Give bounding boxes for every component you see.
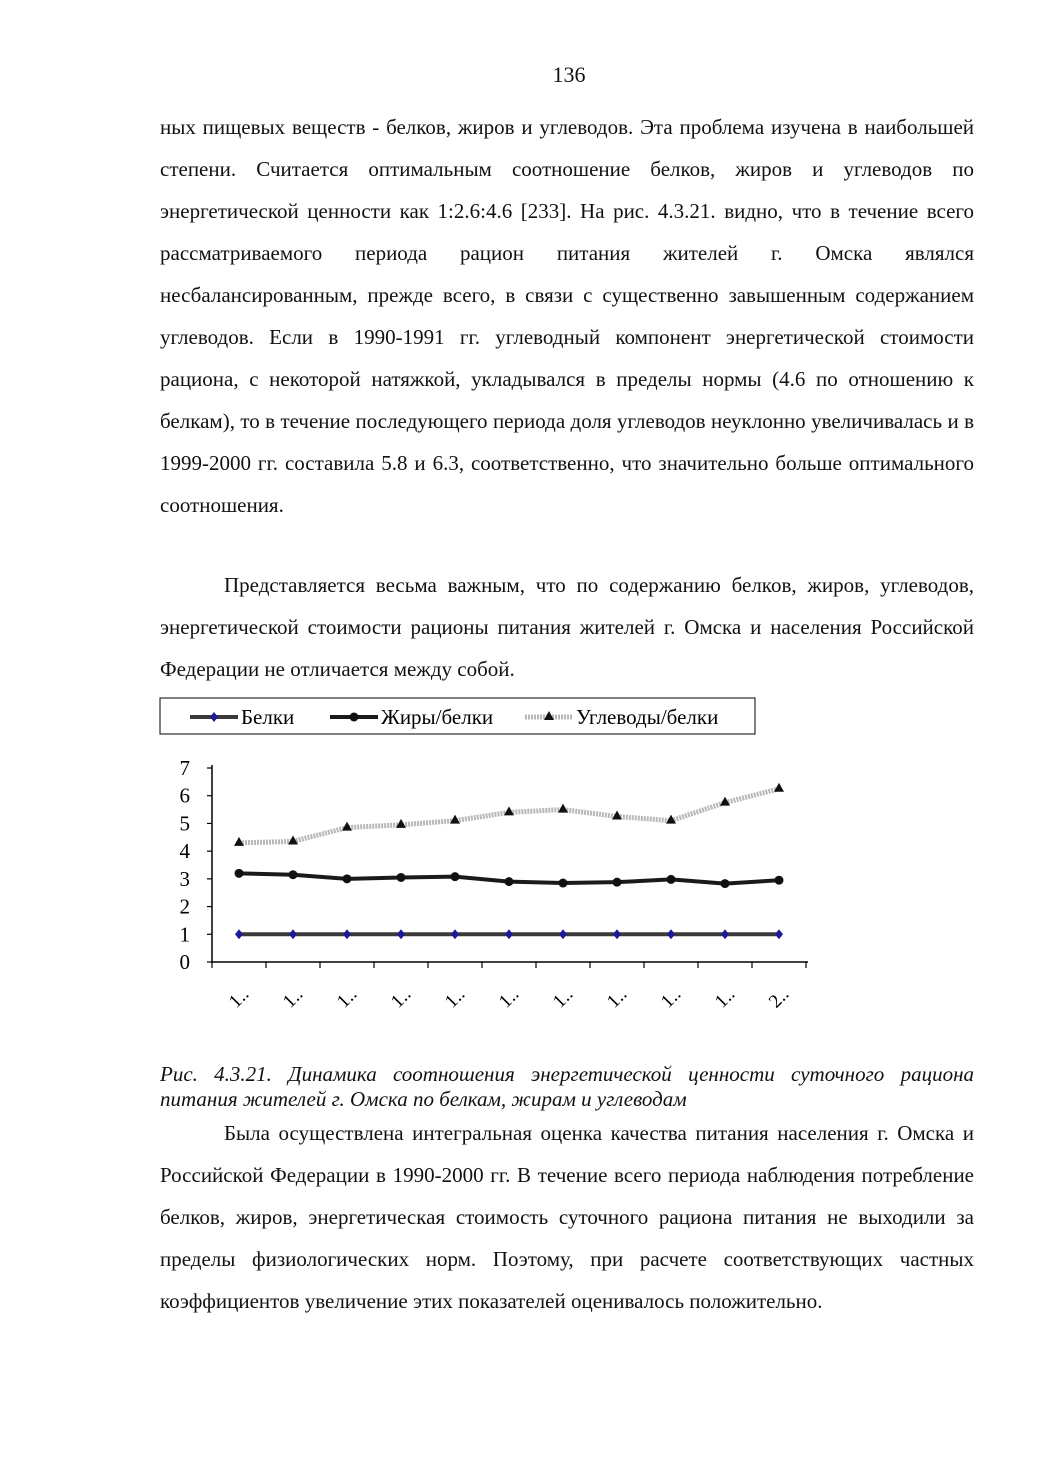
x-tick-label: 1.. <box>710 983 740 1013</box>
y-tick-label: 4 <box>179 839 190 864</box>
y-tick-label: 7 <box>179 756 190 780</box>
x-tick-label: 1.. <box>602 983 632 1013</box>
data-point <box>775 876 784 885</box>
data-point <box>505 877 514 886</box>
legend-marker <box>350 713 359 722</box>
paragraph-1: ных пищевых веществ - белков, жиров и углеводов. Эта проблема изучена в наибольшей степени. Считается оптимальным соотношение белков, жиров и углеводов по энергетической ценности как 1:2.6:4.6 [233]. На рис. 4.3.21. видно, что в течение всего рассматриваемого периода рацион питания жителей г. Омска являлся несбалансированным, прежде всего, в связи с существенно завышенным содержанием углеводов. Если в 1990-1991 гг. углеводный компонент энергетической стоимости рациона, с некоторой натяжкой, укладывался в пределы нормы (4.6 по отношению к белкам), то в течение последующего периода доля углеводов неуклонно увеличивалась и в 1999-2000 гг. составила 5.8 и 6.3, соответственно, что значительно больше оптимального соотношения. <box>160 115 974 517</box>
data-point <box>559 929 567 939</box>
x-tick-label: 1.. <box>494 983 524 1013</box>
x-tick-label: 1.. <box>386 983 416 1013</box>
data-point <box>721 929 729 939</box>
data-point <box>613 878 622 887</box>
x-tick-label: 1.. <box>332 983 362 1013</box>
y-ticks <box>180 756 213 974</box>
ratio-line-chart <box>150 690 830 1050</box>
y-tick-label: 0 <box>179 950 190 974</box>
x-tick-label: 1.. <box>656 983 686 1013</box>
data-point <box>397 929 405 939</box>
series-3 <box>234 783 784 846</box>
paragraph-3: Была осуществлена интегральная оценка качества питания населения г. Омска и Российской Федерации в 1990-2000 гг. В течение всего периода наблюдения потребление белков, жиров, энергетическая стоимость суточного рациона питания не выходили за пределы физиологических норм. Поэтому, при расчете соответствующих частных коэффициентов увеличение этих показателей оценивалось положительно. <box>160 1121 974 1313</box>
legend <box>190 705 718 729</box>
data-point <box>343 874 352 883</box>
data-point <box>667 929 675 939</box>
legend-label: Углеводы/белки <box>576 705 719 729</box>
x-tick-label: 1.. <box>278 983 308 1013</box>
data-point <box>235 869 244 878</box>
data-point <box>667 875 676 884</box>
page-number: 136 <box>552 62 586 87</box>
legend-label: Белки <box>241 705 295 729</box>
legend-label: Жиры/белки <box>381 705 494 729</box>
paragraph-2: Представляется весьма важным, что по содержанию белков, жиров, углеводов, энергетической стоимости рационы питания жителей г. Омска и населения Российской Федерации не отличается между собой. <box>160 573 974 681</box>
y-tick-label: 5 <box>179 811 190 836</box>
series-1 <box>235 929 783 939</box>
data-point <box>451 929 459 939</box>
y-tick-label: 6 <box>179 783 190 808</box>
data-point <box>559 879 568 888</box>
series-group <box>234 783 784 940</box>
data-point <box>343 929 351 939</box>
x-tick-label: 2.. <box>764 983 794 1013</box>
data-point <box>721 879 730 888</box>
y-tick-label: 3 <box>179 866 190 891</box>
data-point <box>775 929 783 939</box>
x-ticks <box>212 962 806 1012</box>
x-tick-label: 1.. <box>224 983 254 1013</box>
series-2 <box>235 869 784 888</box>
data-point <box>505 929 513 939</box>
data-point <box>397 873 406 882</box>
data-point <box>613 929 621 939</box>
y-tick-label: 2 <box>179 894 190 919</box>
figure-caption: Рис. 4.3.21. Динамика соотношения энергетической ценности суточного рациона питания жителей г. Омска по белкам, жирам и углеводам <box>160 1062 974 1111</box>
data-point <box>451 872 460 881</box>
data-point <box>289 929 297 939</box>
x-tick-label: 1.. <box>440 983 470 1013</box>
data-point <box>289 870 298 879</box>
data-point <box>235 929 243 939</box>
data-point <box>558 804 568 813</box>
x-tick-label: 1.. <box>548 983 578 1013</box>
y-tick-label: 1 <box>179 922 190 947</box>
series-line <box>239 789 779 843</box>
